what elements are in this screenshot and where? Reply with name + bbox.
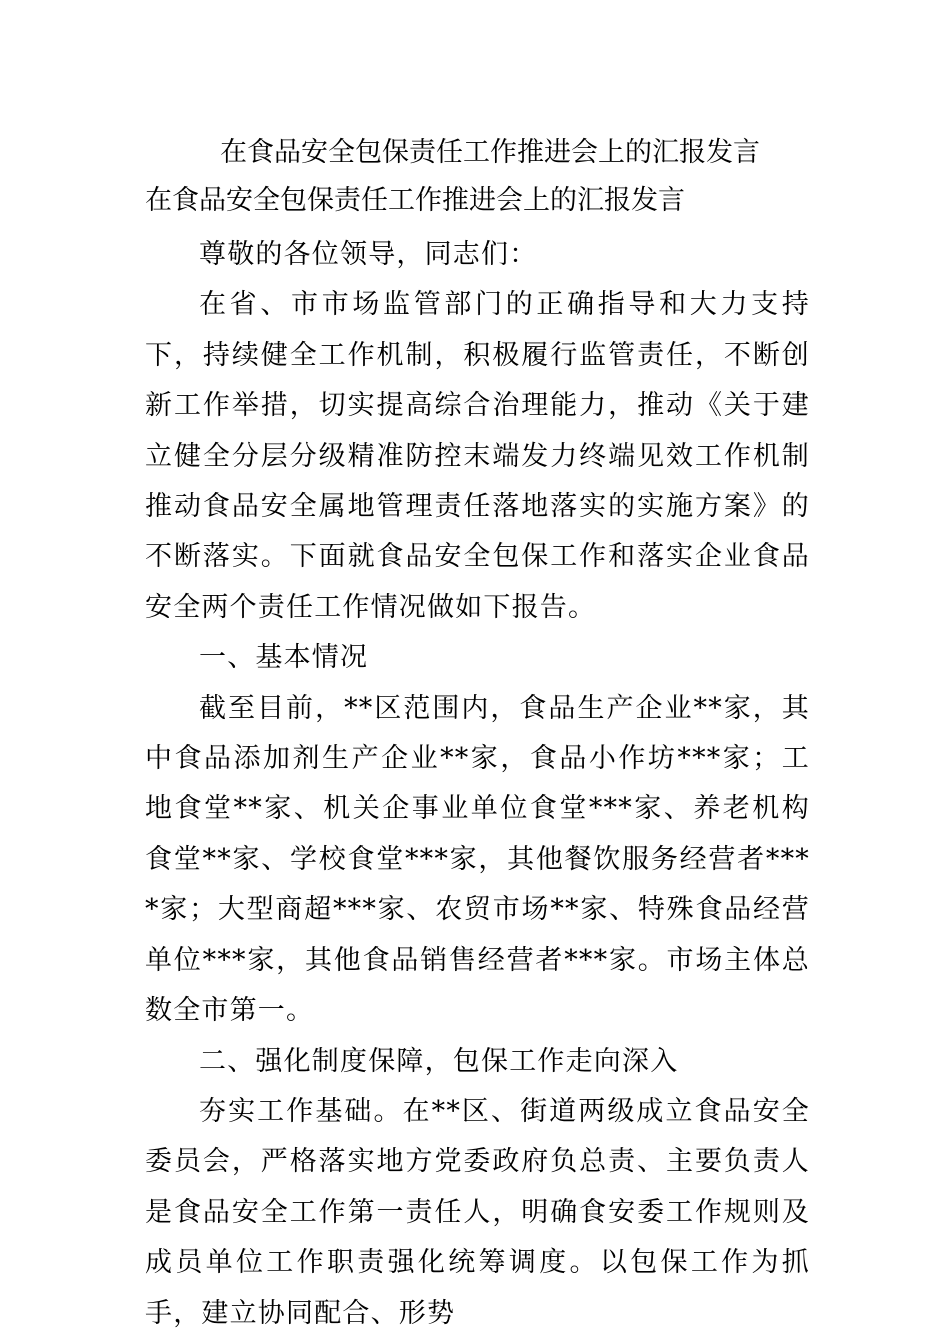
section-1-heading: 一、基本情况: [199, 642, 369, 674]
intro-paragraph: 在省、市市场监管部门的正确指导和大力支持下，持续健全工作机制，积极履行监管责任，不断创新工作举措，切实提高综合治理能力，推动《关于建立健全分层分级精准防控末端发力终端见效工作机制推动食品安全属地管理责任落地落实的实施方案》的不断落实。下面就食品安全包保工作和落实企业食品安全两个责任工作情况做如下报告。: [145, 289, 810, 623]
document-subtitle: 在食品安全包保责任工作推进会上的汇报发言: [145, 185, 685, 216]
salutation: 尊敬的各位领导，同志们：: [199, 239, 538, 270]
document-title: 在食品安全包保责任工作推进会上的汇报发言: [220, 137, 760, 168]
section-2-heading: 二、强化制度保障，包保工作走向深入: [199, 1045, 679, 1077]
section-1-paragraph: 截至目前，**区范围内，食品生产企业**家，其中食品添加剂生产企业**家，食品小作坊***家；工地食堂**家、机关企事业单位食堂***家、养老机构食堂**家、学校食堂***家，其他餐饮服务经营者****家；大型商超***家、农贸市场**家、特殊食品经营单位***家，其他食品销售经营者***家。市场主体总数全市第一。: [145, 692, 810, 1027]
document-body: [145, 230, 810, 1339]
section-2-paragraph: 夯实工作基础。在**区、街道两级成立食品安全委员会，严格落实地方党委政府负总责、主要负责人是食品安全工作第一责任人，明确食安委工作规则及成员单位工作职责强化统筹调度。以包保工作为抓手，建立协同配合、形势: [145, 1095, 810, 1329]
